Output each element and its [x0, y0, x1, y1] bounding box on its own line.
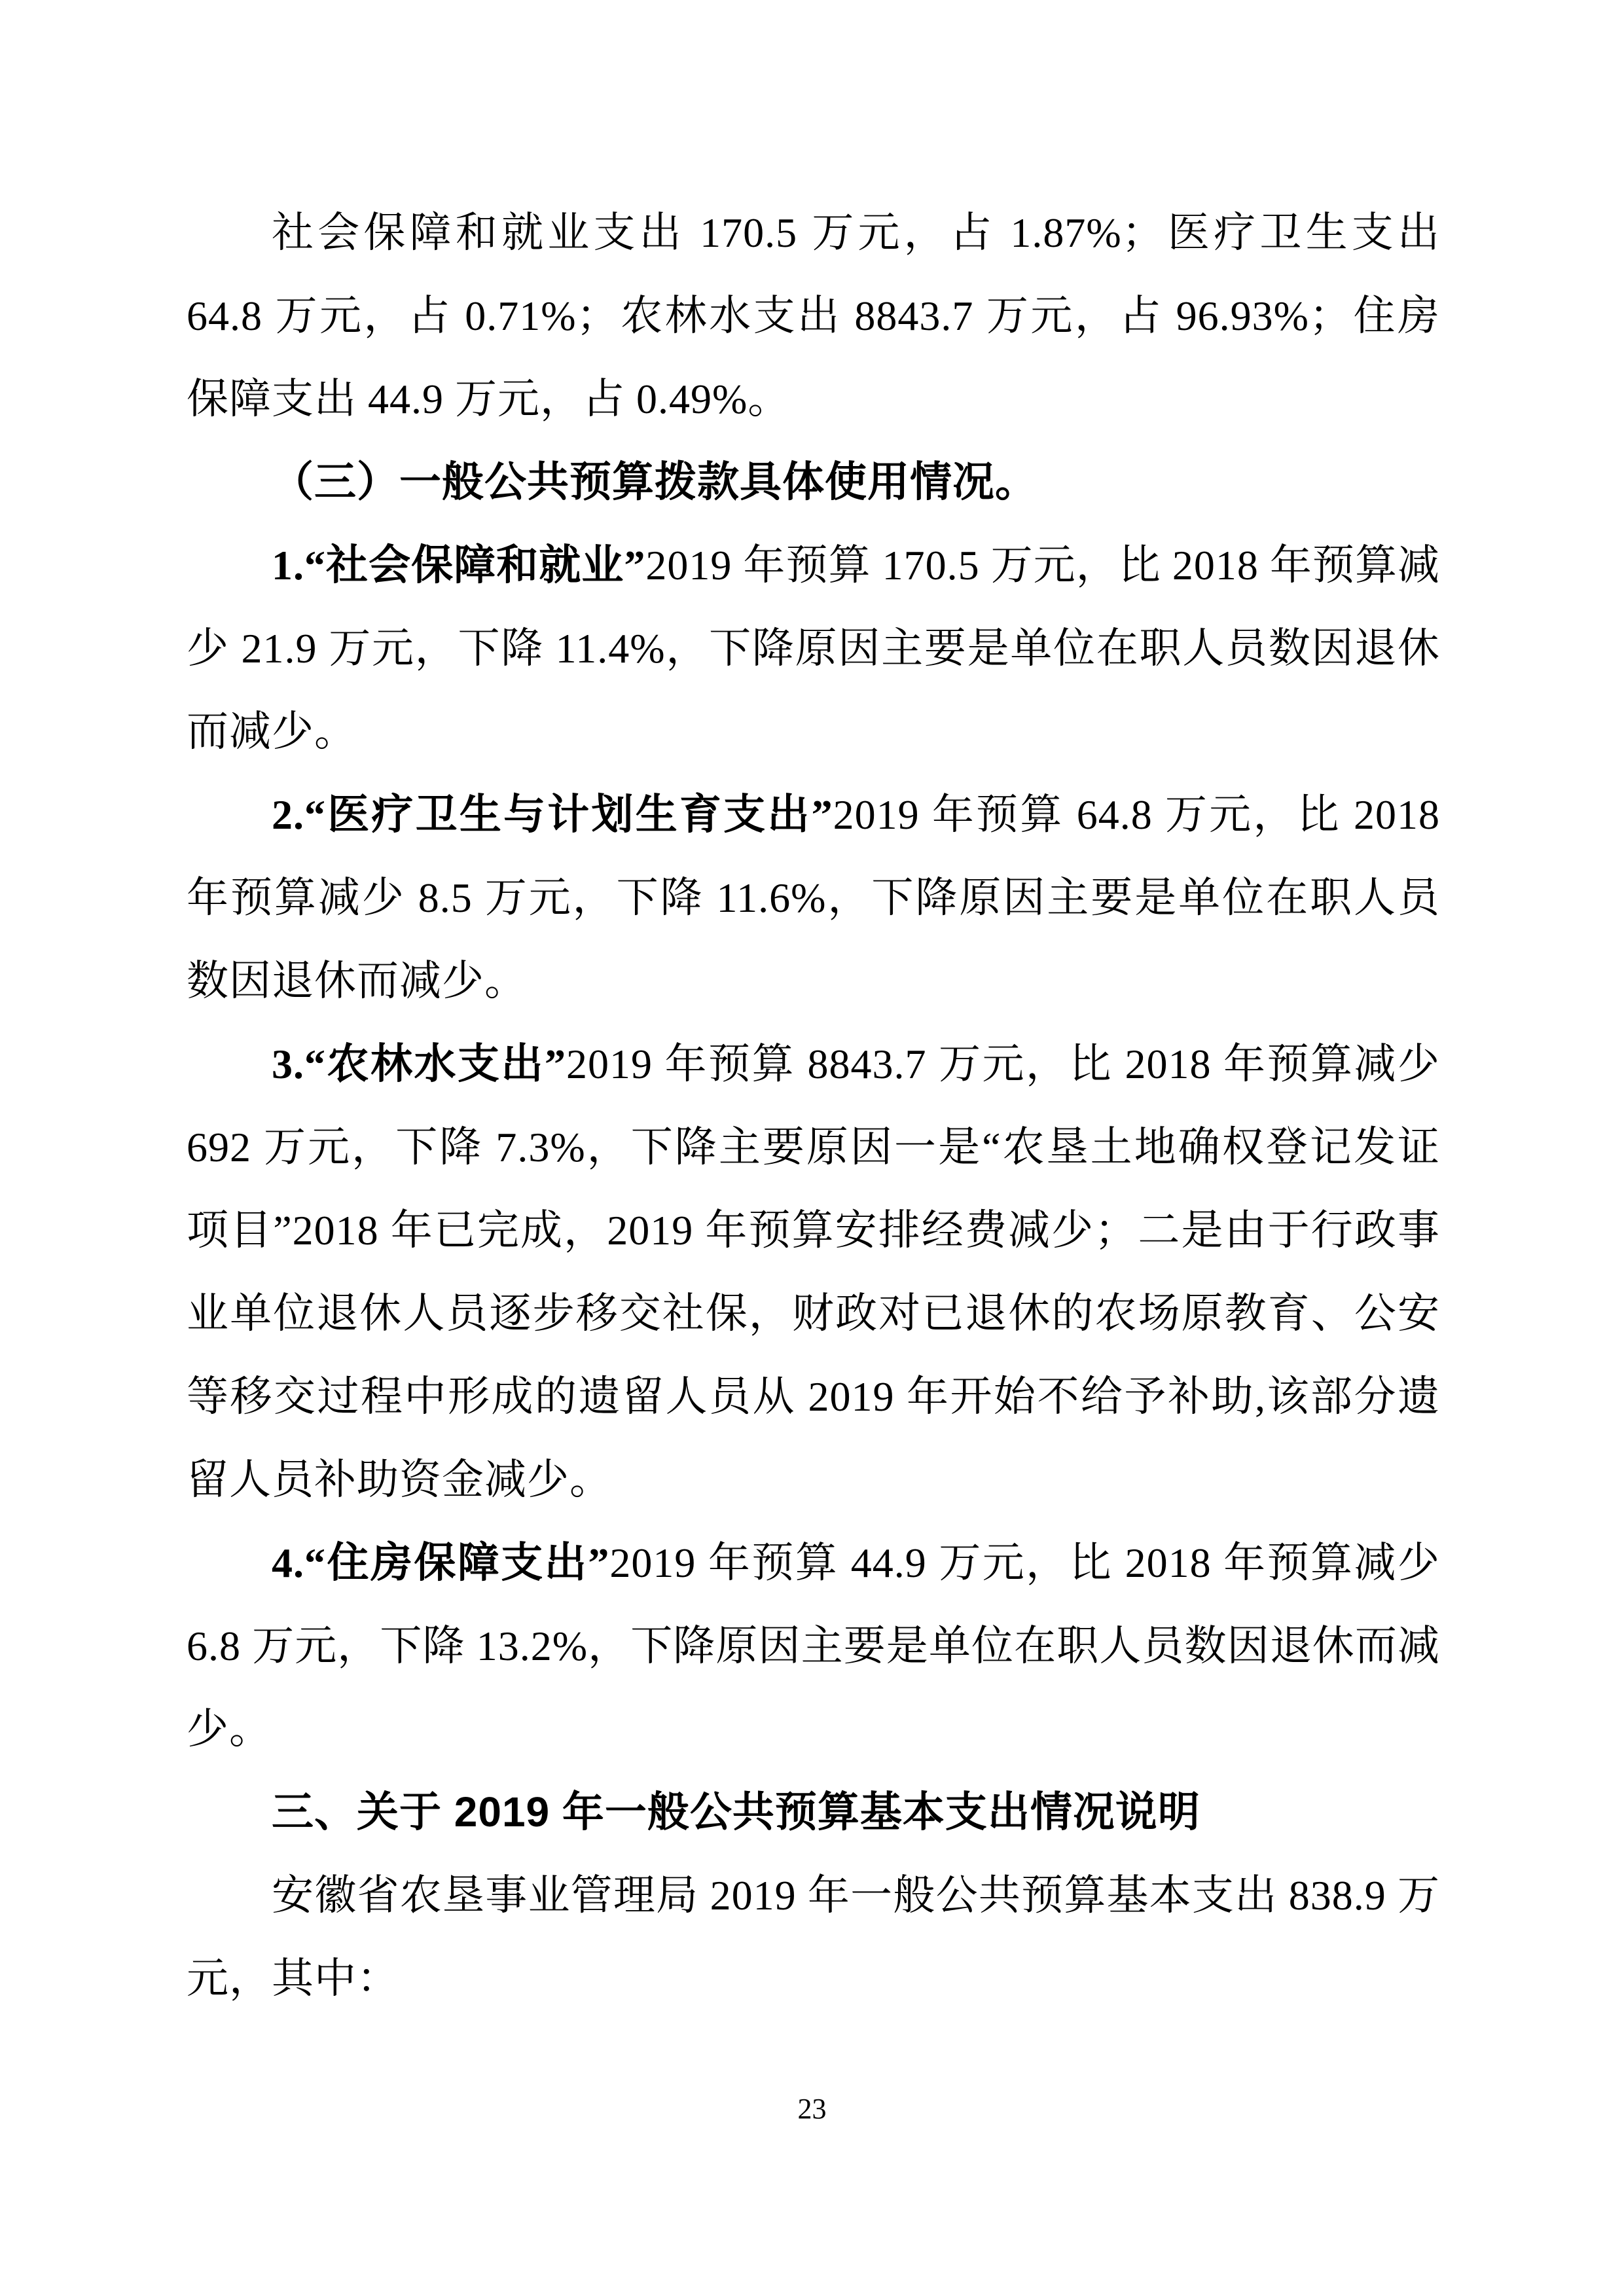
item-1-text: 2019 年预算 170.5 万元，比 2018 年预算减少 21.9 万元，下降 11.4%，下降原因主要是单位在职人员数因退休而减少。 [187, 542, 1441, 755]
heading-section-three [187, 441, 1440, 524]
item-1-lead: 1.“社会保障和就业” [272, 542, 646, 588]
heading-part-three-basic-expenditure [187, 1771, 1440, 1854]
paragraph-basic-expenditure-intro [187, 1854, 1440, 2020]
paragraph-expenditure-summary [187, 191, 1440, 441]
item-2-text: 2019 年预算 64.8 万元，比 2018 年预算减少 8.5 万元，下降 11.6%，下降原因主要是单位在职人员数因退休而减少。 [187, 791, 1441, 1004]
page-number: 23 [797, 2093, 827, 2125]
paragraph-item-2-medical-health [187, 773, 1440, 1022]
item-3-lead: 3.“农林水支出” [272, 1041, 566, 1087]
heading-text: （三）一般公共预算拨款具体使用情况。 [272, 459, 1038, 505]
item-3-text: 2019 年预算 8843.7 万元，比 2018 年预算减少 692 万元，下降 7.3%，下降主要原因一是“农垦土地确权登记发证项目”2018 年已完成，2019 年预算安排经费减少；二是由于行政事业单位退休人员逐步移交社保，财政对已退休的农场原教育、公安等移交过程中形成的遗留人员从 2019 年开始不给予补助,该部分遗留人员补助资金减少。 [187, 1041, 1440, 1503]
heading-text: 三、关于 2019 年一般公共预算基本支出情况说明 [272, 1788, 1200, 1835]
item-4-lead: 4.“住房保障支出” [272, 1540, 610, 1586]
paragraph-item-4-housing-security [187, 1521, 1440, 1771]
item-4-text: 2019 年预算 44.9 万元，比 2018 年预算减少 6.8 万元，下降 13.2%，下降原因主要是单位在职人员数因退休而减少。 [187, 1540, 1441, 1752]
document-body [187, 191, 1440, 2020]
paragraph-text: 安徽省农垦事业管理局 2019 年一般公共预算基本支出 838.9 万元，其中： [187, 1872, 1440, 2002]
paragraph-item-1-social-security [187, 524, 1440, 773]
paragraph-text: 社会保障和就业支出 170.5 万元，占 1.87%；医疗卫生支出 64.8 万元，占 0.71%；农林水支出 8843.7 万元，占 96.93%；住房保障支出 44.9 万元，占 0.49%。 [187, 209, 1440, 422]
item-2-lead: 2.“医疗卫生与计划生育支出” [272, 791, 833, 838]
paragraph-item-3-agriculture-forestry-water [187, 1022, 1440, 1521]
